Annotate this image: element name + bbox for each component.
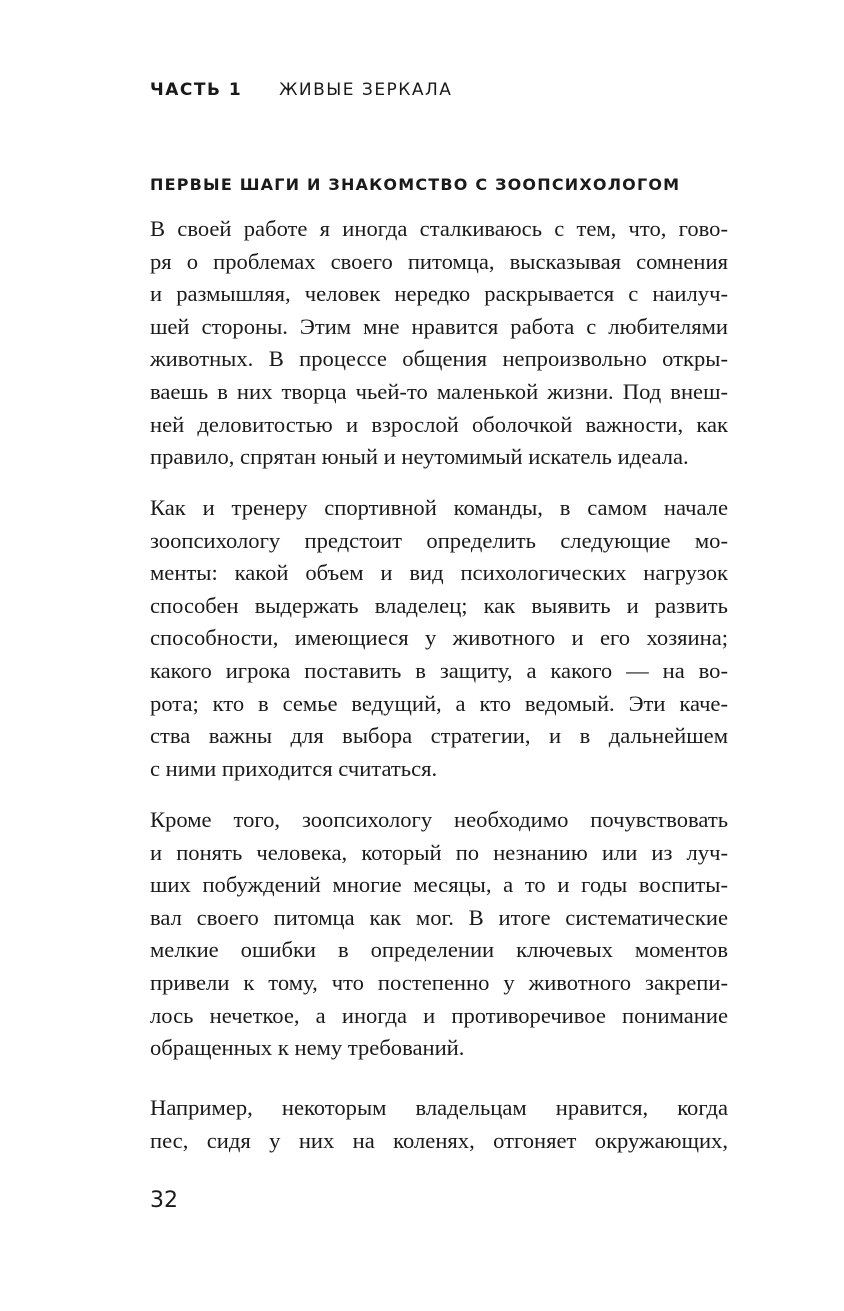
text-line: вал своего питомца как мог. В итоге систематические <box>150 904 728 930</box>
text-line: пес, сидя у них на коленях, отгоняет окружающих, <box>150 1127 728 1153</box>
text-line: зоопсихологу предстоит определить следующие мо- <box>150 527 728 553</box>
text-line: лось нечеткое, а иногда и противоречивое понимание <box>150 1002 728 1028</box>
text-line: способен выдержать владелец; как выявить и развить <box>150 592 728 618</box>
text-line: Кроме того, зоопсихологу необходимо почувствовать <box>150 807 728 832</box>
text-line: В своей работе я иногда сталкиваюсь с тем, что, гово- <box>150 216 728 241</box>
text-line: правило, спрятан юный и неутомимый искатель идеала. <box>150 444 689 470</box>
paragraph-3 <box>150 804 728 1065</box>
text-line: привели к тому, что постепенно у животного закрепи- <box>150 969 728 995</box>
text-line: и размышляя, человек нередко раскрывается с наилуч- <box>150 281 728 307</box>
text-line: ства важны для выбора стратегии, и в дальнейшем <box>150 723 728 749</box>
text-line: мелкие ошибки в определении ключевых моментов <box>150 937 728 963</box>
text-line: ней деловитостью и взрослой оболочкой важности, как <box>150 411 728 437</box>
text-line: способности, имеющиеся у животного и его хозяина; <box>150 625 728 651</box>
paragraph-4 <box>150 1092 728 1157</box>
text-line: какого игрока поставить в защиту, а какого — на во- <box>150 657 728 683</box>
text-line: ря о проблемах своего питомца, высказывая сомнения <box>150 248 728 274</box>
text-line: рота; кто в семье ведущий, а кто ведомый. Эти каче- <box>150 690 728 716</box>
text-line: менты: какой объем и вид психологических нагрузок <box>150 560 728 586</box>
text-line: обращенных к нему требований. <box>150 1035 465 1061</box>
running-head-part: ЧАСТЬ 1 <box>150 80 243 100</box>
text-line: ших побуждений многие месяцы, а то и годы воспиты- <box>150 872 728 898</box>
text-line: и понять человека, который по незнанию или из луч- <box>150 839 728 865</box>
paragraph-1 <box>150 213 728 474</box>
running-head <box>150 80 452 100</box>
text-line: Например, некоторым владельцам нравится, когда <box>150 1095 728 1120</box>
page-number: 32 <box>150 1188 178 1213</box>
text-line: шей стороны. Этим мне нравится работа с любителями <box>150 313 728 339</box>
paragraph-2 <box>150 492 728 785</box>
text-line: Как и тренеру спортивной команды, в самом начале <box>150 495 728 520</box>
section-title: ПЕРВЫЕ ШАГИ И ЗНАКОМСТВО С ЗООПСИХОЛОГОМ <box>150 175 681 194</box>
text-line: животных. В процессе общения непроизвольно откры- <box>150 346 728 372</box>
text-line: с ними приходится считаться. <box>150 755 438 781</box>
text-line: ваешь в них творца чьей-то маленькой жизни. Под внеш- <box>150 378 728 404</box>
running-head-title: ЖИВЫЕ ЗЕРКАЛА <box>279 80 453 100</box>
